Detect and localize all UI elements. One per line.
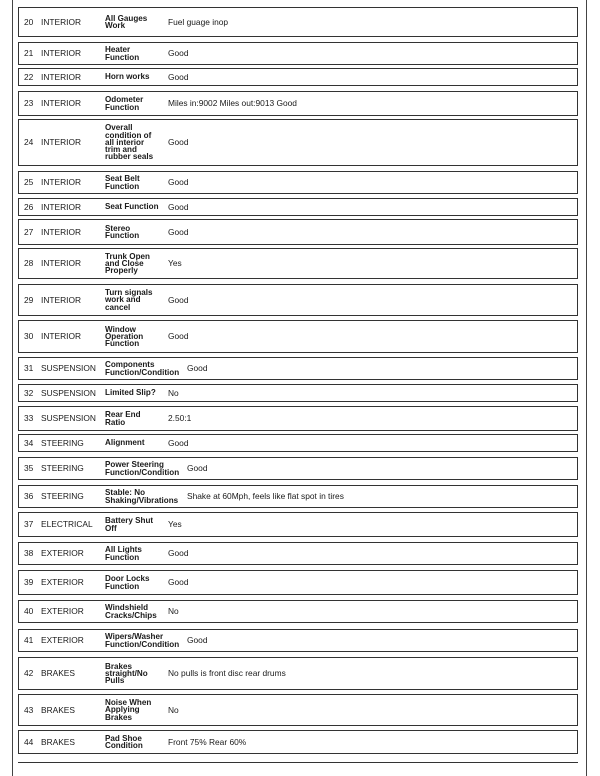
table-row	[18, 434, 578, 452]
row-item-line: Function	[105, 581, 140, 591]
row-item-line: Seat Belt	[105, 174, 140, 184]
row-category: STEERING	[41, 437, 84, 448]
row-item-line: Alignment	[105, 438, 145, 448]
row-item-line: Brakes	[105, 661, 133, 671]
row-number: 28	[24, 258, 34, 269]
row-item-line: Window	[105, 324, 136, 334]
row-number: 21	[24, 48, 34, 59]
row-item-line: Pulls	[105, 676, 125, 686]
row-number: 23	[24, 98, 34, 109]
row-number: 33	[24, 413, 34, 424]
row-number: 30	[24, 331, 34, 342]
row-number: 39	[24, 577, 34, 588]
row-item	[105, 486, 191, 507]
row-result: Good	[168, 71, 189, 82]
row-result: No	[168, 704, 179, 715]
row-item-line: Applying	[105, 705, 140, 715]
row-item-line: Odometer	[105, 95, 144, 105]
table-row	[18, 629, 578, 652]
row-result: No	[168, 387, 179, 398]
table-row	[18, 119, 578, 166]
table-row	[18, 248, 578, 279]
row-category: BRAKES	[41, 736, 75, 747]
row-item-line: Limited Slip?	[105, 388, 156, 398]
row-item-line: Off	[105, 523, 117, 533]
row-number: 44	[24, 736, 34, 747]
row-item-line: All Lights	[105, 545, 142, 555]
row-category: INTERIOR	[41, 71, 82, 82]
row-item-line: Wipers/Washer	[105, 632, 164, 642]
row-item-line: Horn works	[105, 72, 150, 82]
row-item-line: Ratio	[105, 417, 126, 427]
row-result: Yes	[168, 519, 182, 530]
row-item-line: Work	[105, 21, 126, 30]
row-item-line: all interior	[105, 137, 145, 147]
row-result: Good	[168, 201, 189, 212]
row-category: SUSPENSION	[41, 413, 96, 424]
row-number: 22	[24, 71, 34, 82]
row-item-line: trim and	[105, 145, 137, 155]
row-item-line: Power Steering	[105, 460, 164, 470]
row-item-line: Overall	[105, 123, 133, 133]
table-row	[18, 219, 578, 245]
row-item-line: Condition	[105, 741, 143, 750]
row-item-line: Components	[105, 360, 155, 370]
row-result: Good	[168, 437, 189, 448]
table-row	[18, 694, 578, 726]
row-number: 20	[24, 16, 34, 27]
row-item	[105, 458, 191, 479]
row-category: STEERING	[41, 463, 84, 474]
row-result: Good	[187, 363, 208, 374]
row-result: Good	[187, 635, 208, 646]
row-category: INTERIOR	[41, 294, 82, 305]
row-item-line: Turn signals	[105, 288, 153, 298]
table-row	[18, 357, 578, 380]
row-category: INTERIOR	[41, 98, 82, 109]
row-item-line: Heater	[105, 45, 131, 55]
row-result: 2.50:1	[168, 413, 192, 424]
row-number: 43	[24, 704, 34, 715]
row-item-line: Function	[105, 102, 140, 112]
row-item-line: condition of	[105, 130, 152, 140]
row-item-line: Noise When	[105, 698, 152, 708]
row-category: SUSPENSION	[41, 387, 96, 398]
row-item-line: Function/Condition	[105, 639, 180, 649]
row-item-line: and Close	[105, 258, 144, 268]
row-item-line: Windshield	[105, 603, 149, 613]
row-item-line: Operation	[105, 331, 144, 341]
row-result: Front 75% Rear 60%	[168, 736, 247, 747]
row-item	[105, 630, 191, 651]
row-number: 37	[24, 519, 34, 530]
table-row	[18, 657, 578, 690]
row-result: Good	[168, 226, 189, 237]
row-number: 42	[24, 668, 34, 679]
row-result: No	[168, 606, 179, 617]
table-row	[18, 171, 578, 194]
row-item-line: Pad Shoe	[105, 733, 142, 743]
row-result: No pulls is front disc rear drums	[168, 668, 286, 679]
row-result: Good	[168, 577, 189, 588]
row-item-line: Shaking/Vibrations	[105, 495, 179, 505]
table-row	[18, 512, 578, 537]
table-row	[18, 406, 578, 431]
table-row	[18, 7, 578, 37]
row-category: INTERIOR	[41, 16, 82, 27]
row-category: INTERIOR	[41, 137, 82, 148]
row-category: BRAKES	[41, 668, 75, 679]
row-item-line: cancel	[105, 302, 131, 312]
table-bottom-border	[18, 762, 578, 763]
row-number: 35	[24, 463, 34, 474]
row-item-line: Battery Shut	[105, 516, 154, 526]
table-row	[18, 542, 578, 565]
table-row	[18, 570, 578, 595]
row-item-line: rubber seals	[105, 152, 154, 162]
row-category: SUSPENSION	[41, 363, 96, 374]
row-category: EXTERIOR	[41, 548, 84, 559]
row-number: 26	[24, 201, 34, 212]
row-category: EXTERIOR	[41, 635, 84, 646]
row-item-line: All Gauges	[105, 13, 148, 23]
row-number: 31	[24, 363, 34, 374]
row-item-line: Seat Function	[105, 202, 159, 212]
row-number: 40	[24, 606, 34, 617]
row-item-line: Door Locks	[105, 574, 150, 584]
row-number: 29	[24, 294, 34, 305]
row-number: 36	[24, 491, 34, 502]
row-number: 32	[24, 387, 34, 398]
row-result: Good	[168, 548, 189, 559]
row-item-line: Function	[105, 181, 140, 191]
row-item-line: Trunk Open	[105, 251, 150, 261]
row-result: Good	[168, 294, 189, 305]
row-result: Yes	[168, 258, 182, 269]
row-item-line: Function/Condition	[105, 467, 180, 477]
row-item-line: Stable: No	[105, 488, 146, 498]
row-item-line: Function	[105, 231, 140, 240]
row-category: INTERIOR	[41, 177, 82, 188]
row-item-line: Function/Condition	[105, 367, 180, 377]
row-item-line: Function	[105, 552, 140, 562]
table-row	[18, 457, 578, 480]
row-category: STEERING	[41, 491, 84, 502]
table-row	[18, 284, 578, 316]
row-category: INTERIOR	[41, 48, 82, 59]
row-number: 34	[24, 437, 34, 448]
row-number: 25	[24, 177, 34, 188]
row-item-line: Stereo	[105, 223, 131, 233]
row-category: INTERIOR	[41, 258, 82, 269]
row-item-line: Rear End	[105, 410, 141, 420]
row-category: EXTERIOR	[41, 577, 84, 588]
row-category: INTERIOR	[41, 331, 82, 342]
row-item-line: work and	[105, 295, 141, 305]
row-item-line: Properly	[105, 266, 138, 276]
table-row	[18, 68, 578, 86]
row-result: Good	[168, 177, 189, 188]
row-result: Good	[168, 48, 189, 59]
table-row	[18, 320, 578, 353]
table-row	[18, 485, 578, 508]
row-item-line: Brakes	[105, 712, 133, 722]
row-category: INTERIOR	[41, 226, 82, 237]
row-result: Fuel guage inop	[168, 16, 229, 27]
table-row	[18, 384, 578, 402]
row-result: Good	[187, 463, 208, 474]
row-item-line: Function	[105, 339, 140, 349]
row-number: 27	[24, 226, 34, 237]
row-number: 41	[24, 635, 34, 646]
row-result: Shake at 60Mph, feels like flat spot in tires	[187, 491, 344, 502]
row-item-line: Function	[105, 52, 140, 62]
table-row	[18, 42, 578, 65]
row-category: BRAKES	[41, 704, 75, 715]
row-result: Good	[168, 137, 189, 148]
row-item-line: Cracks/Chips	[105, 610, 157, 620]
table-row	[18, 600, 578, 623]
row-number: 38	[24, 548, 34, 559]
row-category: ELECTRICAL	[41, 519, 93, 530]
table-row	[18, 198, 578, 216]
row-category: INTERIOR	[41, 201, 82, 212]
row-item-line: straight/No	[105, 668, 148, 678]
row-category: EXTERIOR	[41, 606, 84, 617]
row-number: 24	[24, 137, 34, 148]
table-row	[18, 730, 578, 754]
row-result: Good	[168, 331, 189, 342]
row-result: Miles in:9002 Miles out:9013 Good	[168, 98, 297, 109]
table-row	[18, 91, 578, 116]
row-item	[105, 358, 191, 379]
